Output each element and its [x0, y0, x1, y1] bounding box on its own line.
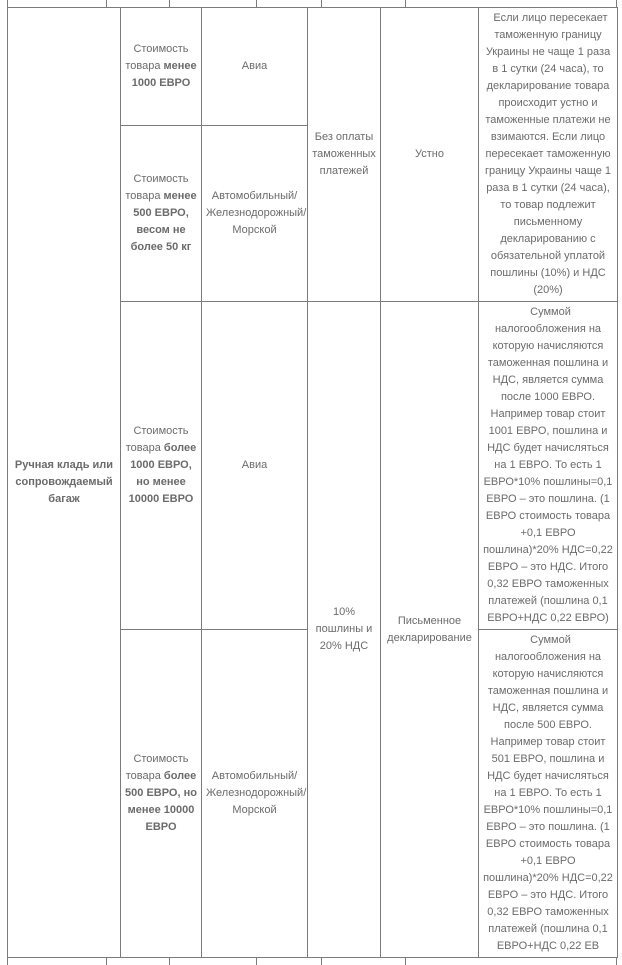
declaration-cell	[381, 8, 479, 302]
transport-cell	[202, 8, 308, 126]
note-text: Суммой налогообложения на которую начисляются таможенная пошлина и НДС, является сумма после 500 ЕВРО. Например товар стоит 501 ЕВРО, пошлина и НДС будет начисляться на 1 ЕВРО. То есть 1 ЕВРО*10% пошлины=0,1 ЕВРО – это пошлина. (1 ЕВРО стоимость товара +0,1 ЕВРО пошлина)*20% НДС=0,22 ЕВРО – это НДС. Итого 0,32 ЕВРО таможенных платежей (пошлина 0,1 ЕВРО+НДС 0,22 ЕВ	[483, 634, 613, 952]
cost-prefix: Стоимость товара	[125, 43, 189, 73]
table-row-fragment-top	[7, 0, 617, 7]
transport-cell	[202, 302, 308, 630]
payment-label: Без оплаты таможенных платежей	[312, 131, 376, 177]
cost-condition-cell	[121, 126, 202, 302]
cost-condition-cell	[121, 302, 202, 630]
transport-cell	[202, 126, 308, 302]
note-cell	[479, 8, 618, 302]
note-cell	[479, 630, 618, 958]
table-row-fragment-bottom	[7, 958, 617, 965]
declaration-label: Письменное декларирование	[387, 614, 472, 644]
baggage-type-cell	[8, 8, 121, 958]
declaration-label: Устно	[415, 148, 444, 160]
payment-cell	[308, 8, 381, 302]
baggage-type-label: Ручная кладь или сопровождаемый багаж	[14, 459, 114, 505]
transport-cell	[202, 630, 308, 958]
transport-label: Авиа	[241, 60, 268, 73]
cost-condition-cell	[121, 8, 202, 126]
cost-prefix: Стоимость товара	[125, 425, 189, 454]
cost-condition-cell	[121, 630, 202, 958]
payment-cell	[308, 302, 381, 958]
customs-table-document	[7, 0, 618, 965]
payment-label: 10% пошлины и 20% НДС	[315, 606, 373, 652]
transport-label: Автомобильный/ Железнодорожный/ Морской	[206, 770, 307, 816]
cost-prefix: Стоимость товара	[125, 753, 189, 782]
cost-value: более 1000 ЕВРО, но менее 10000 ЕВРО	[128, 442, 197, 505]
customs-rules-table	[7, 7, 618, 958]
note-cell	[479, 302, 618, 630]
transport-label: Автомобильный/ Железнодорожный/ Морской	[206, 190, 307, 237]
cost-value: менее 1000 ЕВРО	[131, 60, 197, 90]
cost-value: более 500 ЕВРО, но менее 10000 ЕВРО	[125, 770, 197, 833]
note-text: Суммой налогообложения на которую начисляются таможенная пошлина и НДС, является сумма после 1000 ЕВРО. Например товар стоит 1001 ЕВРО, пошлина и НДС будет начисляться на 1 ЕВРО. То есть 1 ЕВРО*10% пошлины=0,1 ЕВРО – это пошлина. (1 ЕВРО стоимость товара +0,1 ЕВРО пошлина)*20% НДС=0,22 ЕВРО – это НДС. Итого 0,32 ЕВРО таможенных платежей (пошлина 0,1 ЕВРО+НДС 0,22 ЕВРО)	[483, 306, 613, 624]
cost-value: менее 500 ЕВРО, весом не более 50 кг	[130, 190, 197, 254]
cost-prefix: Стоимость товара	[125, 173, 189, 203]
transport-label: Авиа	[241, 459, 268, 471]
table-row	[8, 8, 618, 126]
note-text: Если лицо пересекает таможенную границу Украины не чаще 1 раза в 1 сутки (24 часа), то декларирование товара происходит устно и таможенные платежи не взимаются. Если лицо пересекает таможенную границу Украины чаще 1 раза в 1 сутки (24 часа), то товар подлежит письменному декларированию с обязательной уплатой пошлины (10%) и НДС (20%)	[484, 12, 612, 296]
declaration-cell	[381, 302, 479, 958]
